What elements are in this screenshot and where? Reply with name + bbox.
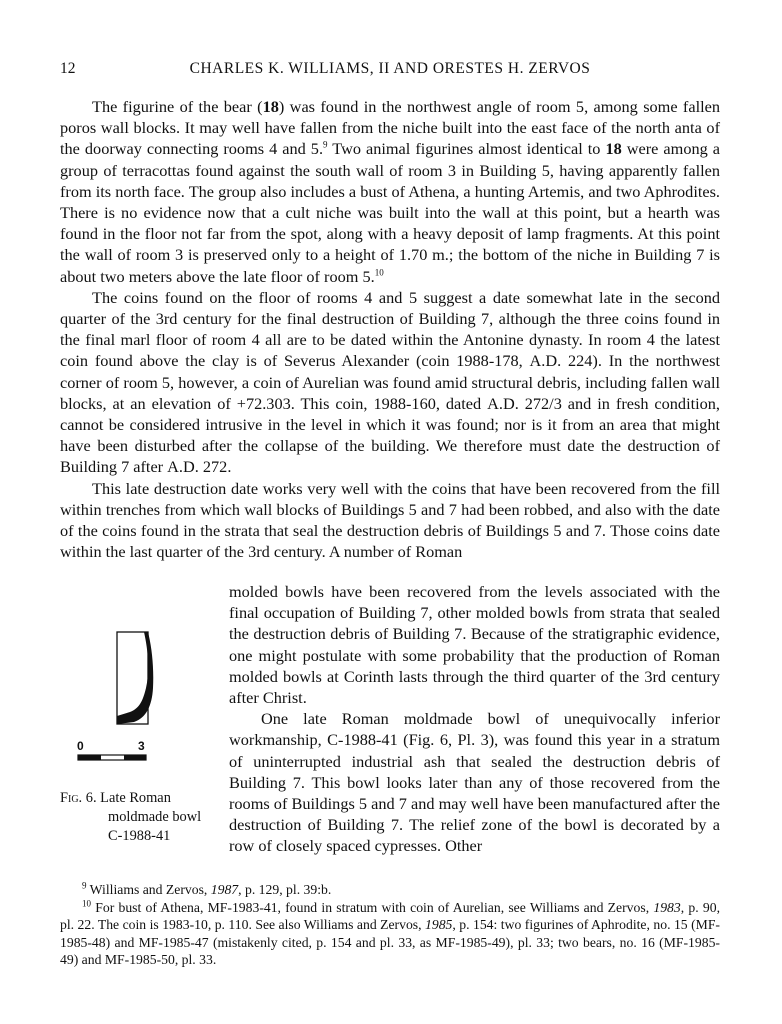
paragraph-3-continued: molded bowls have been recovered from the levels associated with the final occupation of Building 7, other molded bowls from strata that sealed the destruction debris of Building 7. Because of the stratigraphic evidence, one might postulate with some probability that the production of Roman molded bowls at Corinth lasts through the third quarter of the 3rd century after Christ. [229,582,720,708]
page-header [60,60,720,82]
footnote-10: $^{10}$ For bust of Athena, MF-1983-41, found in stratum with coin of Aurelian, see Williams and Zervos, 1983, p. 90, pl. 22. The coin is 1983-10, p. 110. See also Williams and Zervos, 1985, p. 154: two figurines of Aphrodite, no. 15 (MF-1985-48) and MF-1985-47 (mistakenly cited, p. 154 and pl. 33, as MF-1985-49), pl. 33; two bears, no. 16 (MF-1985-49) and MF-1985-50, pl. 33. [60,897,721,967]
scale-bar-segment [124,755,146,760]
paragraph-2: The coins found on the floor of rooms 4 and 5 suggest a date somewhat late in the second quarter of the 3rd century for the final destruction of Building 7, although the three coins found in the final marl floor of room 4 all are to be dated within the Antonine dynasty. In room 4 the latest coin found above the clay is of Severus Alexander (coin 1988-178, A.D. 224). In the northwest corner of room 5, however, a coin of Aurelian was found amid structural debris, including fallen wall blocks, at an elevation of +72.303. This coin, 1988-160, dated A.D. 272/3 and in fresh condition, cannot be considered intrusive in the level in which it was found; nor is it from an area that might have been disturbed after the collapse of the building. We therefore must date the destruction of Building 7 after A.D. 272. [60,287,720,477]
caption-label: Fig. 6. [60,790,97,806]
wrapped-text [229,581,720,857]
footnotes [60,881,720,969]
footnote-9: $^9$ Williams and Zervos, 1987, p. 129, pl. 39:b. [82,880,332,897]
figure-caption: Fig. 6. Late Roman moldmade bowl C-1988-41 [60,790,202,844]
page-number: 12 [60,60,76,77]
running-title: CHARLES K. WILLIAMS, II AND ORESTES H. ZERVOS [189,60,591,77]
scale-start-label: 0 [77,739,84,753]
scale-bar-segment [78,755,101,760]
main-text [60,96,720,562]
paragraph-3: This late destruction date works very well with the coins that have been recovered from the fill within trenches from which wall blocks of Buildings 5 and 7 had been robbed, and also with the date of the coins found in the strata that seal the destruction debris of Buildings 5 and 7. Those coins date within the last quarter of the 3rd century. A number of Roman [60,478,720,562]
footnote-ref-9[interactable]: 9 [323,139,328,150]
scale-end-label: 3 [138,739,145,753]
bowl-profile-drawing [60,630,210,770]
footnote-ref-10[interactable]: 10 [374,267,384,278]
paragraph-4: One late Roman moldmade bowl of unequivocally inferior workmanship, C-1988-41 (Fig. 6, Pl. 3), was found this year in a stratum of uninterrupted industrial ash that sealed the destruction debris of Building 7. This bowl looks later than any of those recovered from the rooms of Buildings 5 and 7 and may well have been manufactured after the destruction of Building 7. The relief zone of the bowl is decorated by a row of closely spaced cypresses. Other [229,709,720,856]
paragraph-1: The figurine of the bear (18) was found in the northwest angle of room 5, among some fallen poros wall blocks. It may well have fallen from the niche built into the east face of the north anta of the doorway connecting rooms 4 and 5.$^9$ Two animal figurines almost identical to 18 were among a group of terracottas found against the south wall of room 3 in Building 5, having apparently fallen from its north face. The group also includes a bust of Athena, a hunting Artemis, and two Aphrodites. There is no evidence now that a cult niche was built into the wall at this point, but a hearth was found in the floor not far from the spot, along with a heavy deposit of lamp fragments. At this point the wall of room 3 is preserved only to a height of 1.70 m.; the bottom of the niche in Building 7 is about two meters above the late floor of room 5.10 [60,97,720,286]
figure-6 [60,630,220,770]
